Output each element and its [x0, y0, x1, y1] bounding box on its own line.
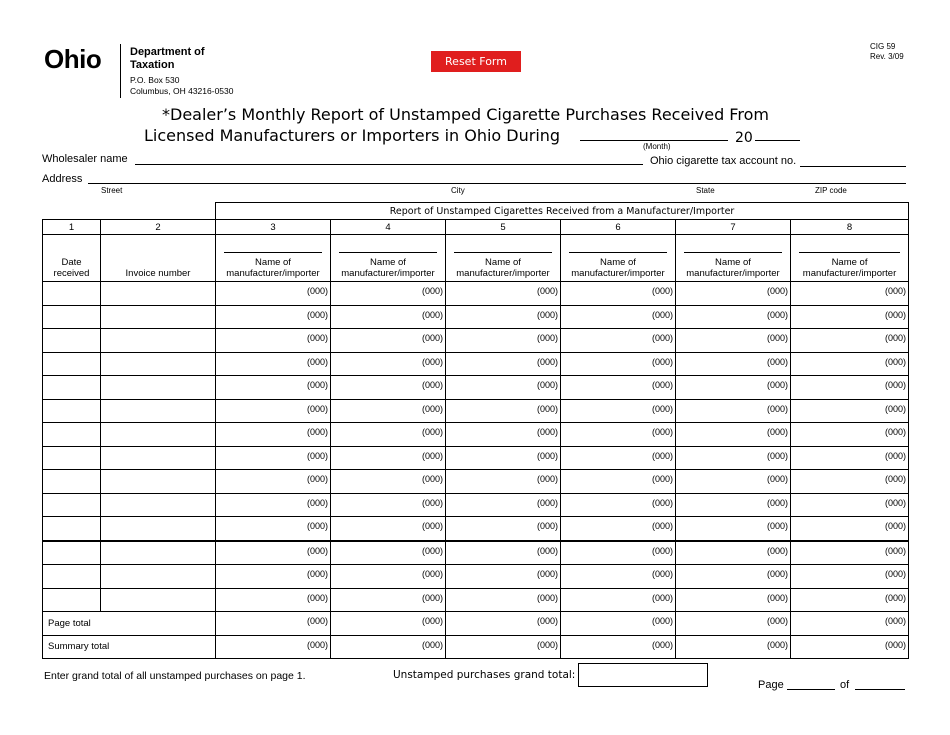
amount-cell[interactable] [676, 446, 791, 470]
amount-cell[interactable] [561, 446, 676, 470]
unit-code: (000) [885, 380, 907, 390]
amount-cell[interactable] [216, 446, 331, 470]
unit-code: (000) [421, 403, 443, 414]
amount-cell[interactable] [446, 635, 561, 659]
ohio-logo: Ohio [44, 44, 102, 74]
unit-code: (000) [536, 403, 558, 414]
unit-code: (000) [306, 545, 328, 556]
unit-code: (000) [421, 450, 443, 461]
amount-cell[interactable] [216, 635, 331, 659]
amount-cell[interactable] [676, 517, 791, 541]
column-number: 1 [43, 220, 101, 235]
amount-cell[interactable] [676, 399, 791, 423]
date-cell[interactable] [43, 352, 101, 376]
amount-cell[interactable] [216, 565, 331, 589]
unit-code: (000) [536, 569, 558, 579]
amount-cell[interactable] [676, 376, 791, 400]
amount-cell[interactable] [446, 376, 561, 400]
department-name [130, 46, 205, 72]
invoice-cell[interactable] [101, 282, 216, 306]
manufacturer-header[interactable]: Name of manufacturer/importer [561, 235, 676, 282]
amount-cell[interactable] [446, 329, 561, 353]
unit-code: (000) [421, 497, 443, 508]
column-number: 5 [446, 220, 561, 235]
unit-code: (000) [651, 545, 673, 556]
amount-cell[interactable] [331, 446, 446, 470]
amount-cell[interactable] [331, 493, 446, 517]
unit-code: (000) [421, 545, 443, 556]
unit-code: (000) [421, 356, 443, 367]
amount-cell[interactable] [676, 588, 791, 612]
table-row [43, 493, 909, 517]
dept-line-2: Taxation [130, 59, 175, 71]
unit-code: (000) [885, 356, 907, 367]
amount-cell[interactable] [331, 588, 446, 612]
unit-code: (000) [536, 616, 558, 626]
amount-cell[interactable] [561, 305, 676, 329]
unit-code: (000) [766, 616, 788, 626]
unit-code: (000) [651, 521, 673, 531]
invoice-cell[interactable] [101, 329, 216, 353]
unit-code: (000) [536, 639, 558, 650]
column-number: 8 [791, 220, 909, 235]
unit-code: (000) [651, 474, 673, 484]
invoice-cell[interactable] [101, 541, 216, 565]
unit-code: (000) [766, 427, 788, 437]
amount-cell[interactable] [676, 541, 791, 565]
grand-total-label: Unstamped purchases grand total: [393, 669, 576, 681]
amount-cell[interactable] [331, 329, 446, 353]
amount-cell[interactable] [676, 612, 791, 636]
invoice-cell[interactable] [101, 352, 216, 376]
table-row [43, 376, 909, 400]
amount-cell[interactable] [331, 612, 446, 636]
unit-code: (000) [421, 592, 443, 603]
date-cell[interactable] [43, 399, 101, 423]
table-row [43, 470, 909, 494]
amount-cell[interactable] [791, 470, 909, 494]
unit-code: (000) [421, 639, 443, 650]
table-row [43, 352, 909, 376]
amount-cell[interactable] [446, 423, 561, 447]
unit-code: (000) [766, 380, 788, 390]
unit-code: (000) [306, 403, 328, 414]
unit-code: (000) [766, 356, 788, 367]
amount-cell[interactable] [446, 541, 561, 565]
total-label: Page total [43, 612, 216, 636]
amount-cell[interactable] [331, 376, 446, 400]
amount-cell[interactable] [446, 282, 561, 306]
unit-code: (000) [651, 639, 673, 650]
unit-code: (000) [536, 592, 558, 603]
total-rows [43, 612, 909, 659]
unit-code: (000) [766, 569, 788, 579]
unit-code: (000) [536, 450, 558, 461]
amount-cell[interactable] [216, 399, 331, 423]
unit-code: (000) [766, 450, 788, 461]
amount-cell[interactable] [446, 446, 561, 470]
invoice-cell[interactable] [101, 565, 216, 589]
form-title-line-1: *Dealer’s Monthly Report of Unstamped Cigarette Purchases Received From [162, 105, 769, 124]
unit-code: (000) [885, 403, 907, 414]
amount-cell[interactable] [791, 329, 909, 353]
amount-cell[interactable] [446, 588, 561, 612]
amount-cell[interactable] [676, 635, 791, 659]
amount-cell[interactable] [791, 282, 909, 306]
unit-code: (000) [885, 286, 907, 296]
table-row [43, 541, 909, 565]
unit-code: (000) [536, 497, 558, 508]
unit-code: (000) [651, 333, 673, 343]
amount-cell[interactable] [676, 470, 791, 494]
amount-cell[interactable] [446, 565, 561, 589]
amount-cell[interactable] [791, 517, 909, 541]
amount-cell[interactable] [791, 541, 909, 565]
amount-cell[interactable] [676, 493, 791, 517]
column-number: 4 [331, 220, 446, 235]
table-row [43, 282, 909, 306]
unit-code: (000) [306, 380, 328, 390]
unit-code: (000) [651, 497, 673, 508]
tax-account-field[interactable] [800, 166, 906, 167]
unit-code: (000) [306, 474, 328, 484]
unit-code: (000) [885, 309, 907, 320]
unit-code: (000) [306, 356, 328, 367]
unit-code: (000) [885, 592, 907, 603]
unit-code: (000) [421, 427, 443, 437]
unit-code: (000) [421, 474, 443, 484]
unit-code: (000) [536, 356, 558, 367]
date-cell[interactable] [43, 565, 101, 589]
manufacturer-header[interactable]: Name of manufacturer/importer [216, 235, 331, 282]
amount-cell[interactable] [216, 305, 331, 329]
invoice-cell[interactable] [101, 305, 216, 329]
unit-code: (000) [766, 545, 788, 556]
date-cell[interactable] [43, 493, 101, 517]
purchases-table [42, 202, 909, 659]
amount-cell[interactable] [791, 399, 909, 423]
amount-cell[interactable] [216, 423, 331, 447]
amount-cell[interactable] [216, 493, 331, 517]
amount-cell[interactable] [561, 423, 676, 447]
date-cell[interactable] [43, 305, 101, 329]
unit-code: (000) [421, 380, 443, 390]
section-header: Report of Unstamped Cigarettes Received from a Manufacturer/Importer [216, 203, 909, 220]
unit-code: (000) [766, 497, 788, 508]
date-cell[interactable] [43, 446, 101, 470]
unit-code: (000) [421, 286, 443, 296]
unit-code: (000) [306, 309, 328, 320]
unit-code: (000) [885, 474, 907, 484]
unit-code: (000) [766, 333, 788, 343]
unit-code: (000) [536, 333, 558, 343]
unit-code: (000) [421, 521, 443, 531]
date-cell[interactable] [43, 470, 101, 494]
amount-cell[interactable] [561, 282, 676, 306]
unit-code: (000) [766, 403, 788, 414]
amount-cell[interactable] [791, 612, 909, 636]
amount-cell[interactable] [216, 612, 331, 636]
unit-code: (000) [651, 309, 673, 320]
month-caption: (Month) [643, 142, 671, 151]
unit-code: (000) [885, 497, 907, 508]
unit-code: (000) [766, 592, 788, 603]
unit-code: (000) [421, 333, 443, 343]
amount-cell[interactable] [446, 612, 561, 636]
unit-code: (000) [885, 569, 907, 579]
amount-cell[interactable] [791, 376, 909, 400]
unit-code: (000) [306, 639, 328, 650]
page-total-row [43, 612, 909, 636]
unit-code: (000) [766, 286, 788, 296]
table-row [43, 517, 909, 541]
unit-code: (000) [885, 616, 907, 626]
unit-code: (000) [766, 639, 788, 650]
unit-code: (000) [536, 545, 558, 556]
unit-code: (000) [306, 427, 328, 437]
date-cell[interactable] [43, 517, 101, 541]
unit-code: (000) [651, 592, 673, 603]
amount-cell[interactable] [216, 329, 331, 353]
amount-cell[interactable] [446, 399, 561, 423]
unit-code: (000) [306, 616, 328, 626]
unit-code: (000) [536, 521, 558, 531]
amount-cell[interactable] [791, 565, 909, 589]
amount-cell[interactable] [331, 423, 446, 447]
unit-code: (000) [306, 450, 328, 461]
amount-cell[interactable] [446, 352, 561, 376]
date-cell[interactable] [43, 588, 101, 612]
amount-cell[interactable] [561, 399, 676, 423]
table-row [43, 399, 909, 423]
amount-cell[interactable] [331, 470, 446, 494]
summary-total-row [43, 635, 909, 659]
column-number: 3 [216, 220, 331, 235]
address-line-2: Columbus, OH 43216-0530 [130, 85, 234, 96]
column-number-row [43, 220, 909, 235]
page-count-field[interactable] [855, 689, 905, 690]
table-row [43, 588, 909, 612]
invoice-cell[interactable] [101, 376, 216, 400]
unit-code: (000) [766, 474, 788, 484]
amount-cell[interactable] [216, 517, 331, 541]
unit-code: (000) [885, 639, 907, 650]
manufacturer-header[interactable]: Name of manufacturer/importer [676, 235, 791, 282]
amount-cell[interactable] [791, 446, 909, 470]
data-rows [43, 282, 909, 612]
amount-cell[interactable] [561, 588, 676, 612]
amount-cell[interactable] [561, 635, 676, 659]
address-field[interactable] [88, 183, 906, 184]
amount-cell[interactable] [676, 352, 791, 376]
unit-code: (000) [885, 521, 907, 531]
unit-code: (000) [306, 497, 328, 508]
amount-cell[interactable] [676, 565, 791, 589]
amount-cell[interactable] [331, 352, 446, 376]
of-label: of [840, 679, 850, 691]
amount-cell[interactable] [216, 588, 331, 612]
amount-cell[interactable] [676, 423, 791, 447]
street-caption: Street [101, 186, 123, 195]
month-field[interactable] [580, 140, 728, 141]
unit-code: (000) [536, 380, 558, 390]
section-header-row [43, 203, 909, 220]
invoice-cell[interactable] [101, 423, 216, 447]
amount-cell[interactable] [561, 376, 676, 400]
unit-code: (000) [421, 309, 443, 320]
amount-cell[interactable] [791, 352, 909, 376]
manufacturer-header[interactable]: Name of manufacturer/importer [791, 235, 909, 282]
invoice-cell[interactable] [101, 493, 216, 517]
department-address [130, 75, 233, 96]
unit-code: (000) [651, 286, 673, 296]
amount-cell[interactable] [561, 352, 676, 376]
column-label-row [43, 235, 909, 282]
address-label: Address [42, 173, 83, 185]
amount-cell[interactable] [561, 565, 676, 589]
amount-cell[interactable] [676, 329, 791, 353]
date-cell[interactable] [43, 423, 101, 447]
form-id: CIG 59 [870, 42, 896, 51]
zip-caption: ZIP code [815, 186, 847, 195]
amount-cell[interactable] [561, 517, 676, 541]
wholesaler-name-label: Wholesaler name [42, 153, 128, 165]
total-label: Summary total [43, 635, 216, 659]
amount-cell[interactable] [331, 635, 446, 659]
column-number: 2 [101, 220, 216, 235]
amount-cell[interactable] [446, 305, 561, 329]
amount-cell[interactable] [676, 305, 791, 329]
unit-code: (000) [306, 592, 328, 603]
invoice-cell[interactable] [101, 470, 216, 494]
page-label: Page [758, 679, 784, 691]
amount-cell[interactable] [791, 423, 909, 447]
amount-cell[interactable] [216, 352, 331, 376]
unit-code: (000) [651, 616, 673, 626]
column-number: 7 [676, 220, 791, 235]
wholesaler-name-field[interactable] [135, 164, 643, 165]
unit-code: (000) [306, 333, 328, 343]
amount-cell[interactable] [331, 517, 446, 541]
column-number: 6 [561, 220, 676, 235]
logo-divider [120, 44, 121, 98]
unit-code: (000) [885, 333, 907, 343]
amount-cell[interactable] [446, 517, 561, 541]
table-row [43, 329, 909, 353]
unit-code: (000) [306, 521, 328, 531]
grand-total-instruction: Enter grand total of all unstamped purchases on page 1. [44, 670, 306, 682]
dept-line-1: Department of [130, 46, 205, 58]
amount-cell[interactable] [331, 565, 446, 589]
invoice-cell[interactable] [101, 517, 216, 541]
amount-cell[interactable] [676, 282, 791, 306]
form-number [870, 42, 904, 62]
date-received-header: Date received [43, 235, 101, 282]
unit-code: (000) [651, 403, 673, 414]
unit-code: (000) [651, 569, 673, 579]
invoice-cell[interactable] [101, 588, 216, 612]
unit-code: (000) [766, 309, 788, 320]
amount-cell[interactable] [561, 541, 676, 565]
amount-cell[interactable] [331, 399, 446, 423]
amount-cell[interactable] [331, 282, 446, 306]
amount-cell[interactable] [561, 329, 676, 353]
table-row [43, 446, 909, 470]
state-caption: State [696, 186, 715, 195]
form-revision: Rev. 3/09 [870, 52, 904, 61]
amount-cell[interactable] [331, 305, 446, 329]
page-number-field[interactable] [787, 689, 835, 690]
amount-cell[interactable] [446, 493, 561, 517]
unit-code: (000) [651, 356, 673, 367]
table-row [43, 565, 909, 589]
invoice-cell[interactable] [101, 446, 216, 470]
amount-cell[interactable] [791, 305, 909, 329]
unit-code: (000) [306, 286, 328, 296]
manufacturer-header[interactable]: Name of manufacturer/importer [331, 235, 446, 282]
amount-cell[interactable] [216, 541, 331, 565]
table-row [43, 305, 909, 329]
amount-cell[interactable] [216, 470, 331, 494]
amount-cell[interactable] [791, 493, 909, 517]
unit-code: (000) [651, 427, 673, 437]
reset-form-button[interactable]: Reset Form [431, 51, 521, 72]
city-caption: City [451, 186, 465, 195]
amount-cell[interactable] [561, 470, 676, 494]
unit-code: (000) [536, 309, 558, 320]
invoice-number-header: Invoice number [101, 235, 216, 282]
unit-code: (000) [885, 427, 907, 437]
date-cell[interactable] [43, 541, 101, 565]
year-field[interactable] [755, 140, 800, 141]
date-cell[interactable] [43, 329, 101, 353]
unit-code: (000) [306, 569, 328, 579]
grand-total-input[interactable] [578, 663, 708, 687]
unit-code: (000) [885, 450, 907, 461]
amount-cell[interactable] [561, 493, 676, 517]
tax-account-label: Ohio cigarette tax account no. [650, 155, 797, 167]
date-cell[interactable] [43, 376, 101, 400]
table-row [43, 423, 909, 447]
amount-cell[interactable] [791, 635, 909, 659]
invoice-cell[interactable] [101, 399, 216, 423]
unit-code: (000) [885, 545, 907, 556]
unit-code: (000) [421, 616, 443, 626]
date-cell[interactable] [43, 282, 101, 306]
unit-code: (000) [651, 380, 673, 390]
unit-code: (000) [536, 427, 558, 437]
unit-code: (000) [536, 474, 558, 484]
year-prefix: 20 [735, 130, 753, 146]
amount-cell[interactable] [216, 376, 331, 400]
manufacturer-header[interactable]: Name of manufacturer/importer [446, 235, 561, 282]
unit-code: (000) [536, 286, 558, 296]
unit-code: (000) [651, 450, 673, 461]
amount-cell[interactable] [331, 541, 446, 565]
amount-cell[interactable] [446, 470, 561, 494]
address-line-1: P.O. Box 530 [130, 75, 180, 85]
amount-cell[interactable] [791, 588, 909, 612]
amount-cell[interactable] [216, 282, 331, 306]
unit-code: (000) [766, 521, 788, 531]
form-title-line-2: Licensed Manufacturers or Importers in Ohio During [144, 126, 561, 145]
unit-code: (000) [421, 569, 443, 579]
amount-cell[interactable] [561, 612, 676, 636]
